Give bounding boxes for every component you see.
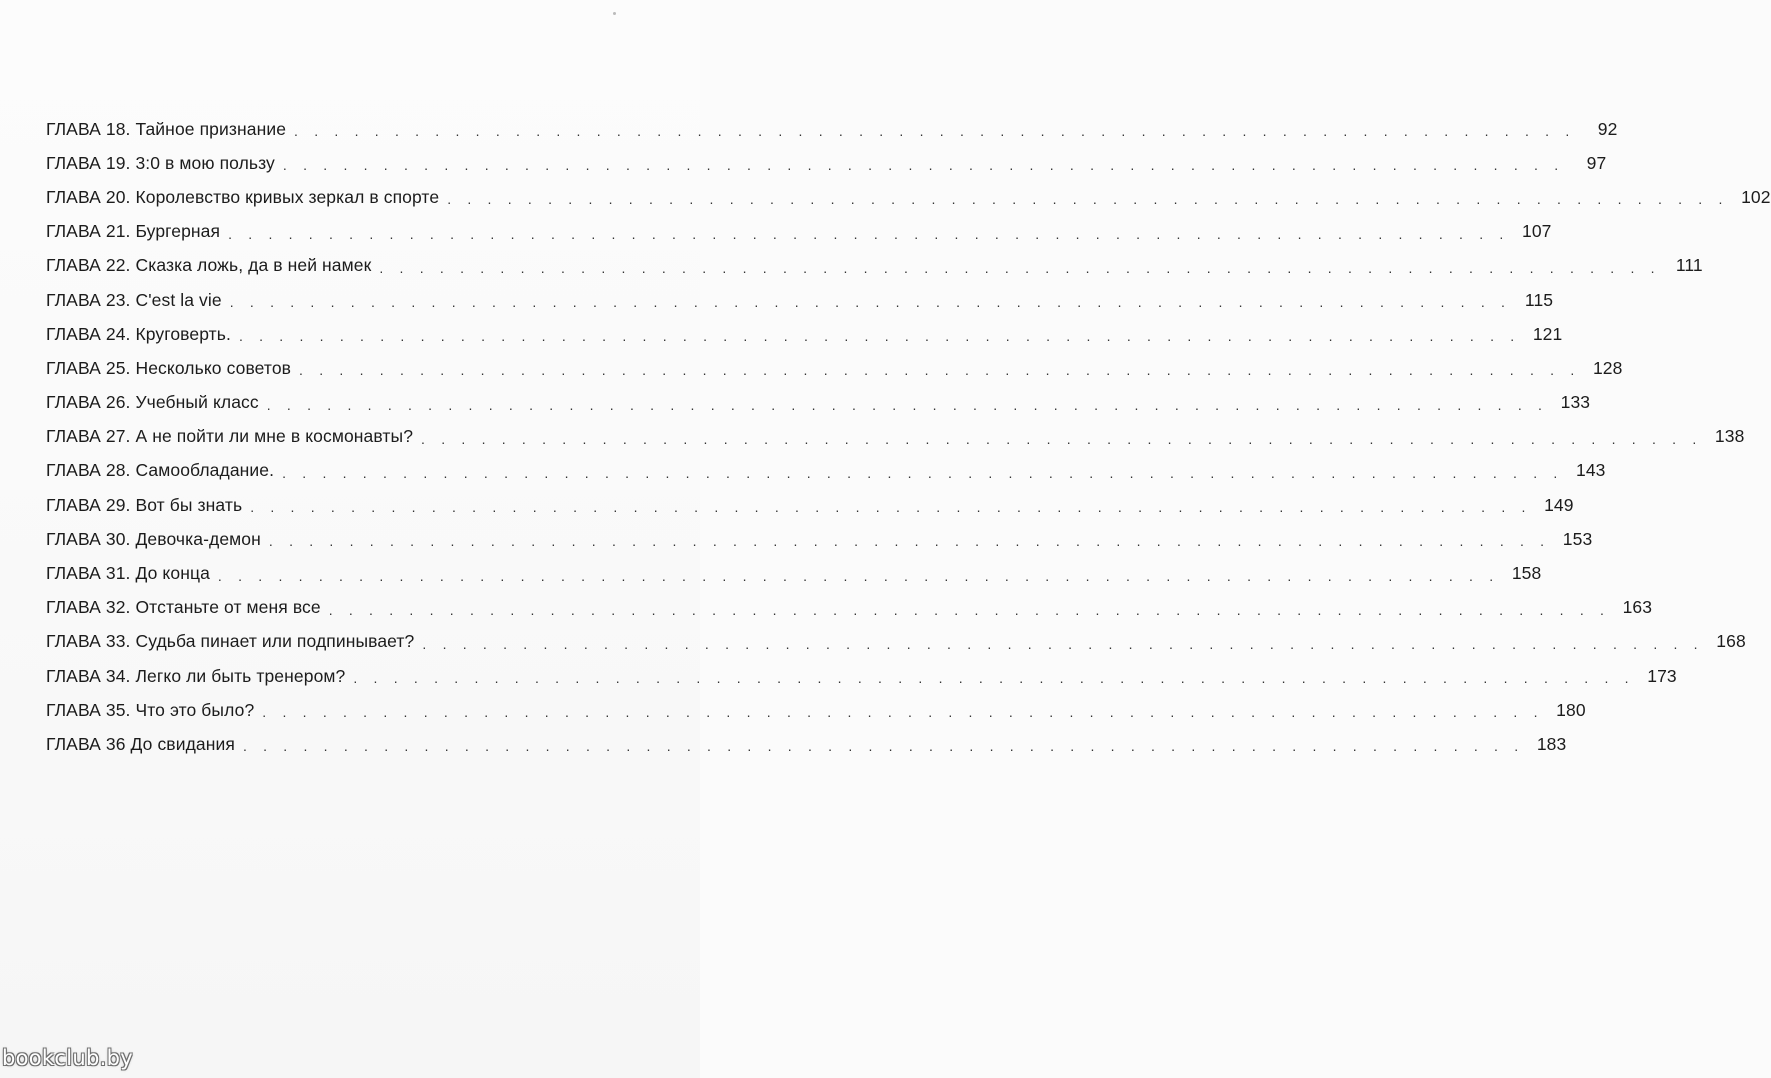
toc-entry-leader-dots: . . . . . . . . . . . . . . . . . . . . . . . . . . . . . . . . . . . . . . . . . . . . . . . . . . . . . . . . . . . . . . . . <box>217 567 1500 584</box>
toc-entry-leader-dots: . . . . . . . . . . . . . . . . . . . . . . . . . . . . . . . . . . . . . . . . . . . . . . . . . . . . . . . . . . . . . . . . <box>299 362 1581 379</box>
toc-entry-title: ГЛАВА 35. Что это было? <box>46 699 255 720</box>
toc-entry-leader-dots: . . . . . . . . . . . . . . . . . . . . . . . . . . . . . . . . . . . . . . . . . . . . . . . . . . . . . . . . . . . . . . . . <box>282 157 1565 174</box>
toc-entry-page-number: 149 <box>1544 494 1574 515</box>
toc-entry-leader-dots: . . . . . . . . . . . . . . . . . . . . . . . . . . . . . . . . . . . . . . . . . . . . . . . . . . . . . . . . . . . . . . . . <box>250 499 1532 516</box>
toc-entry-title: ГЛАВА 26. Учебный класс <box>46 392 259 413</box>
toc-entry-leader-dots: . . . . . . . . . . . . . . . . . . . . . . . . . . . . . . . . . . . . . . . . . . . . . . . . . . . . . . . . . . . . . . . . <box>421 430 1703 447</box>
toc-entry-title: ГЛАВА 31. До конца <box>46 563 210 584</box>
toc-entry <box>46 386 1591 420</box>
toc-entry-page-number: 128 <box>1592 357 1623 378</box>
toc-entry-title: ГЛАВА 34. Легко ли быть тренером? <box>46 665 346 686</box>
toc-entry-page-number: 168 <box>1716 631 1746 652</box>
toc-entry <box>46 693 1586 727</box>
toc-entry <box>46 625 1746 659</box>
toc-entry-page-number: 92 <box>1597 118 1618 139</box>
toc-entry <box>46 317 1563 351</box>
toc-entry <box>46 659 1677 693</box>
toc-entry-page-number: 97 <box>1586 152 1607 173</box>
page-speck <box>613 12 616 15</box>
toc-entry-page-number: 153 <box>1562 528 1593 549</box>
toc-entry-leader-dots: . . . . . . . . . . . . . . . . . . . . . . . . . . . . . . . . . . . . . . . . . . . . . . . . . . . . . . . . . . . . . . . . <box>266 396 1549 413</box>
toc-entry-title: ГЛАВА 29. Вот бы знать <box>46 494 243 515</box>
toc-entry-title: ГЛАВА 33. Судьба пинает или подпинывает? <box>46 631 415 652</box>
toc-entry-leader-dots: . . . . . . . . . . . . . . . . . . . . . . . . . . . . . . . . . . . . . . . . . . . . . . . . . . . . . . . . . . . . . . . . <box>242 738 1525 755</box>
toc-entry-leader-dots: . . . . . . . . . . . . . . . . . . . . . . . . . . . . . . . . . . . . . . . . . . . . . . . . . . . . . . . . . . . . . . . . <box>282 464 1564 481</box>
toc-entry-title: ГЛАВА 20. Королевство кривых зеркал в спорте <box>46 186 440 207</box>
toc-entry <box>46 180 1771 214</box>
toc-entry-page-number: 121 <box>1532 323 1563 344</box>
toc-entry-leader-dots: . . . . . . . . . . . . . . . . . . . . . . . . . . . . . . . . . . . . . . . . . . . . . . . . . . . . . . . . . . . . . . . . <box>228 225 1510 242</box>
toc-entry-title: ГЛАВА 19. 3:0 в мою пользу <box>46 152 275 173</box>
toc-entry-page-number: 180 <box>1556 699 1586 720</box>
toc-entry-title: ГЛАВА 30. Девочка-демон <box>46 528 261 549</box>
toc-entry <box>46 283 1554 317</box>
toc-entry-page-number: 138 <box>1714 426 1745 447</box>
toc-entry-title: ГЛАВА 25. Несколько советов <box>46 357 292 378</box>
toc-entry <box>46 556 1542 590</box>
table-of-contents <box>46 112 1771 762</box>
site-watermark: bookclub.by <box>2 1046 133 1070</box>
toc-entry-leader-dots: . . . . . . . . . . . . . . . . . . . . . . . . . . . . . . . . . . . . . . . . . . . . . . . . . . . . . . . . . . . . . . . . <box>262 704 1544 721</box>
toc-entry-page-number: 163 <box>1622 597 1653 618</box>
toc-entry <box>46 420 1745 454</box>
toc-entry-page-number: 111 <box>1675 255 1703 276</box>
toc-entry-leader-dots: . . . . . . . . . . . . . . . . . . . . . . . . . . . . . . . . . . . . . . . . . . . . . . . . . . . . . . . . . . . . . . . . <box>229 294 1512 311</box>
toc-entry-title: ГЛАВА 23. C'est la vie <box>46 289 222 310</box>
toc-entry-title: ГЛАВА 36 До свидания <box>46 733 235 754</box>
toc-entry-page-number: 107 <box>1521 221 1552 242</box>
toc-entry-title: ГЛАВА 22. Сказка ложь, да в ней намек <box>46 255 372 276</box>
toc-entry-page-number: 115 <box>1524 289 1554 310</box>
toc-entry-title: ГЛАВА 27. А не пойти ли мне в космонавты? <box>46 426 414 447</box>
toc-entry <box>46 522 1593 556</box>
toc-entry-page-number: 102 <box>1741 186 1771 207</box>
toc-entry <box>46 727 1567 761</box>
toc-entry-page-number: 143 <box>1575 460 1606 481</box>
toc-entry <box>46 249 1703 283</box>
toc-entry <box>46 488 1574 522</box>
toc-entry-title: ГЛАВА 28. Самообладание. <box>46 460 275 481</box>
toc-entry <box>46 454 1606 488</box>
toc-entry-page-number: 183 <box>1536 733 1567 754</box>
toc-entry-title: ГЛАВА 32. Отстаньте от меня все <box>46 597 321 618</box>
toc-entry-leader-dots: . . . . . . . . . . . . . . . . . . . . . . . . . . . . . . . . . . . . . . . . . . . . . . . . . . . . . . . . . . . . . . . . <box>328 601 1611 618</box>
toc-entry <box>46 215 1552 249</box>
toc-entry-title: ГЛАВА 24. Круговерть. <box>46 323 231 344</box>
toc-entry-leader-dots: . . . . . . . . . . . . . . . . . . . . . . . . . . . . . . . . . . . . . . . . . . . . . . . . . . . . . . . . . . . . . . . . <box>379 259 1661 276</box>
toc-entry-leader-dots: . . . . . . . . . . . . . . . . . . . . . . . . . . . . . . . . . . . . . . . . . . . . . . . . . . . . . . . . . . . . . . . . <box>238 328 1521 345</box>
toc-entry-leader-dots: . . . . . . . . . . . . . . . . . . . . . . . . . . . . . . . . . . . . . . . . . . . . . . . . . . . . . . . . . . . . . . . . <box>268 533 1551 550</box>
toc-entry-title: ГЛАВА 18. Тайное признание <box>46 118 287 139</box>
toc-entry <box>46 146 1607 180</box>
toc-entry-leader-dots: . . . . . . . . . . . . . . . . . . . . . . . . . . . . . . . . . . . . . . . . . . . . . . . . . . . . . . . . . . . . . . . . <box>422 635 1704 652</box>
toc-entry <box>46 112 1618 146</box>
toc-entry-leader-dots: . . . . . . . . . . . . . . . . . . . . . . . . . . . . . . . . . . . . . . . . . . . . . . . . . . . . . . . . . . . . . . . . <box>294 123 1576 140</box>
toc-entry <box>46 351 1623 385</box>
toc-entry-page-number: 133 <box>1560 392 1591 413</box>
toc-entry-leader-dots: . . . . . . . . . . . . . . . . . . . . . . . . . . . . . . . . . . . . . . . . . . . . . . . . . . . . . . . . . . . . . . . . <box>447 191 1729 208</box>
toc-entry-leader-dots: . . . . . . . . . . . . . . . . . . . . . . . . . . . . . . . . . . . . . . . . . . . . . . . . . . . . . . . . . . . . . . . . <box>353 670 1635 687</box>
toc-entry-title: ГЛАВА 21. Бургерная <box>46 221 221 242</box>
toc-entry <box>46 591 1653 625</box>
toc-entry-page-number: 158 <box>1511 563 1542 584</box>
toc-entry-page-number: 173 <box>1647 665 1677 686</box>
